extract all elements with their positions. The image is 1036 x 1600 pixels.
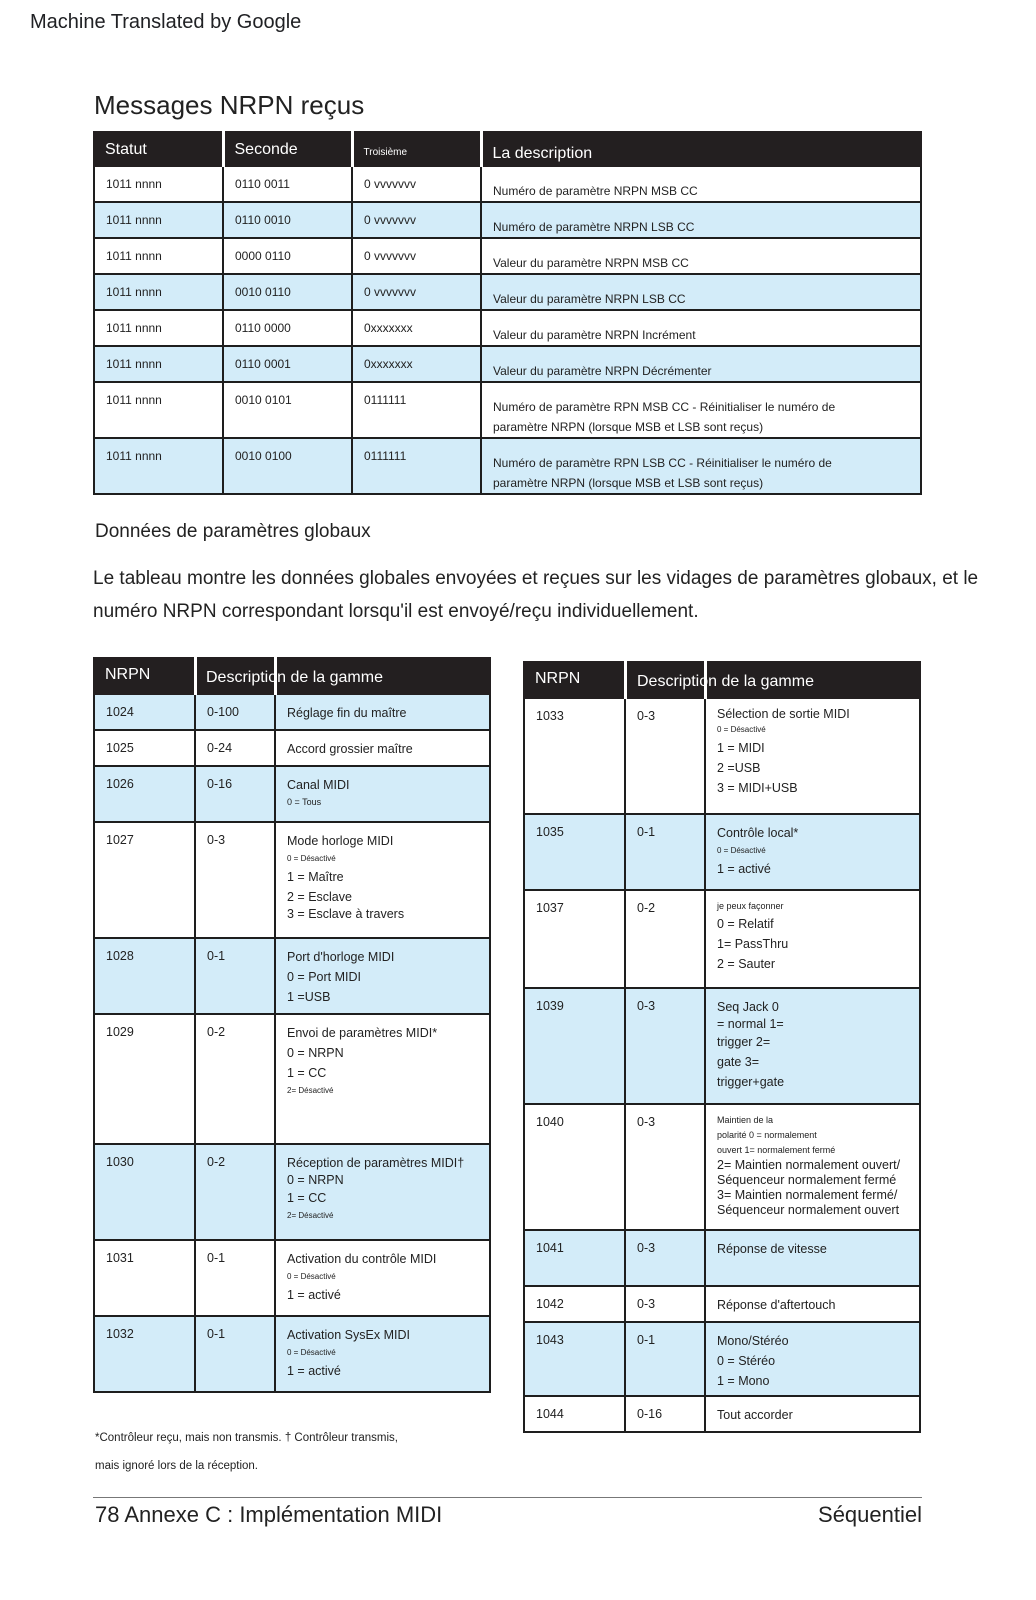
description-cell — [275, 1316, 490, 1392]
nrpn-cell: 1044 — [524, 1396, 625, 1432]
second-byte-cell: 0010 0101 — [223, 382, 352, 438]
global-params-table-left — [93, 657, 491, 1393]
description-line: 0 = Tous — [287, 797, 322, 807]
nrpn-received-table — [93, 131, 922, 495]
description-line: trigger 2= — [717, 1035, 771, 1049]
table-row — [524, 1396, 920, 1432]
nrpn-cell: 1042 — [524, 1286, 625, 1322]
nrpn-cell: 1037 — [524, 890, 625, 988]
range-cell: 0-3 — [625, 698, 705, 814]
table-row — [94, 938, 490, 1014]
table-row — [94, 822, 490, 938]
range-cell: 0-3 — [195, 822, 275, 938]
table-row — [94, 202, 921, 238]
description-cell — [275, 822, 490, 938]
description-line: 0 = Désactivé — [287, 1272, 336, 1281]
description-line: Tout accorder — [717, 1408, 793, 1422]
third-byte-cell: 0111111 — [352, 382, 481, 438]
description-cell — [705, 814, 920, 890]
table-row — [524, 814, 920, 890]
description-line: 2= Désactivé — [287, 1211, 334, 1220]
description-line: 0 = Désactivé — [717, 846, 766, 855]
description-cell — [705, 1230, 920, 1286]
nrpn-cell: 1029 — [94, 1014, 195, 1144]
table-row — [94, 730, 490, 766]
description-line: Valeur du paramètre NRPN Décrémenter — [493, 364, 712, 378]
description-line: Port d'horloge MIDI — [287, 950, 395, 964]
table-row — [94, 766, 490, 822]
status-cell: 1011 nnnn — [94, 382, 223, 438]
description-line: 3 = MIDI+USB — [717, 781, 798, 795]
description-line: 2 = Esclave — [287, 890, 352, 904]
table-row — [94, 1144, 490, 1240]
description-line: Mono/Stéréo — [717, 1334, 789, 1348]
header-second: Seconde — [223, 132, 352, 166]
description-cell — [275, 1240, 490, 1316]
description-line: 0 = Relatif — [717, 917, 774, 931]
header-description-right: Description de la gamme — [637, 673, 814, 690]
description-line: Séquenceur normalement fermé — [717, 1173, 897, 1187]
nrpn-cell: 1025 — [94, 730, 195, 766]
table-row — [524, 1286, 920, 1322]
description-cell — [275, 1144, 490, 1240]
description-cell — [481, 310, 921, 346]
second-byte-cell: 0010 0110 — [223, 274, 352, 310]
description-cell — [481, 438, 921, 494]
footnote-line-2: mais ignoré lors de la réception. — [95, 1460, 258, 1472]
description-line: 1 = CC — [287, 1191, 327, 1205]
table-row — [94, 166, 921, 202]
range-cell: 0-3 — [625, 1286, 705, 1322]
table-row — [94, 310, 921, 346]
second-byte-cell: 0110 0010 — [223, 202, 352, 238]
range-cell: 0-3 — [625, 988, 705, 1104]
table-row — [94, 382, 921, 438]
description-line: Maintien de la — [717, 1115, 774, 1125]
range-cell: 0-1 — [625, 1322, 705, 1396]
section-heading: Données de paramètres globaux — [95, 521, 371, 542]
table-row — [94, 346, 921, 382]
description-cell — [275, 1014, 490, 1144]
description-line: Réponse d'aftertouch — [717, 1298, 836, 1312]
range-cell: 0-2 — [195, 1144, 275, 1240]
table-row — [524, 1322, 920, 1396]
description-line: 0 = Désactivé — [287, 854, 336, 863]
nrpn-cell: 1032 — [94, 1316, 195, 1392]
table-row — [94, 274, 921, 310]
nrpn-cell: 1026 — [94, 766, 195, 822]
description-line: Séquenceur normalement ouvert — [717, 1203, 900, 1217]
table-row — [524, 698, 920, 814]
description-line: paramètre NRPN (lorsque MSB et LSB sont reçus) — [493, 476, 764, 490]
description-line: paramètre NRPN (lorsque MSB et LSB sont reçus) — [493, 420, 764, 434]
second-byte-cell: 0010 0100 — [223, 438, 352, 494]
description-cell — [705, 1104, 920, 1230]
nrpn-cell: 1035 — [524, 814, 625, 890]
nrpn-cell: 1043 — [524, 1322, 625, 1396]
second-byte-cell: 0110 0011 — [223, 166, 352, 202]
description-line: 0 = Stéréo — [717, 1354, 776, 1368]
table-row — [524, 890, 920, 988]
third-byte-cell: 0xxxxxxx — [352, 346, 481, 382]
header-nrpn: NRPN — [94, 658, 195, 694]
description-cell — [705, 890, 920, 988]
description-cell — [275, 730, 490, 766]
description-cell — [705, 1286, 920, 1322]
table-row — [94, 438, 921, 494]
range-cell: 0-16 — [195, 766, 275, 822]
description-line: polarité 0 = normalement — [717, 1130, 817, 1140]
description-line: 2= Maintien normalement ouvert/ — [717, 1158, 901, 1172]
description-line: 1 = activé — [287, 1288, 341, 1302]
table-row — [94, 238, 921, 274]
range-cell: 0-24 — [195, 730, 275, 766]
range-cell: 0-1 — [195, 1316, 275, 1392]
description-line: Réponse de vitesse — [717, 1242, 827, 1256]
description-line: gate 3= — [717, 1055, 760, 1069]
description-line: 0 = Désactivé — [287, 1348, 336, 1357]
table-row — [94, 1316, 490, 1392]
nrpn-cell: 1028 — [94, 938, 195, 1014]
description-line: Mode horloge MIDI — [287, 834, 394, 848]
nrpn-cell: 1033 — [524, 698, 625, 814]
description-line: 1 = Mono — [717, 1374, 770, 1388]
third-byte-cell: 0xxxxxxx — [352, 310, 481, 346]
table-row — [94, 694, 490, 730]
intro-paragraph: Le tableau montre les données globales envoyées et reçues sur les vidages de paramètres globaux, et le numéro NRPN correspondant lorsqu'il est envoyé/reçu individuellement. — [93, 568, 979, 622]
description-line: 3 = Esclave à travers — [287, 907, 405, 921]
description-line: Numéro de paramètre NRPN LSB CC — [493, 220, 695, 234]
description-line: = normal 1= — [717, 1017, 784, 1031]
description-line: Activation du contrôle MIDI — [287, 1252, 437, 1266]
description-line: trigger+gate — [717, 1075, 785, 1089]
description-cell — [705, 1396, 920, 1432]
third-byte-cell: 0111111 — [352, 438, 481, 494]
range-cell: 0-3 — [625, 1230, 705, 1286]
description-line: Sélection de sortie MIDI — [717, 707, 850, 721]
nrpn-cell: 1024 — [94, 694, 195, 730]
table-row — [524, 1104, 920, 1230]
description-line: Numéro de paramètre NRPN MSB CC — [493, 184, 698, 198]
description-cell — [481, 346, 921, 382]
third-byte-cell: 0 vvvvvvv — [352, 238, 481, 274]
table-row — [94, 1014, 490, 1144]
table-row — [524, 1230, 920, 1286]
description-line: Numéro de paramètre RPN LSB CC - Réinitialiser le numéro de — [493, 456, 832, 470]
description-line: Activation SysEx MIDI — [287, 1328, 410, 1342]
range-cell: 0-1 — [625, 814, 705, 890]
description-line: 2 =USB — [717, 761, 761, 775]
description-line: je peux façonner — [717, 901, 784, 911]
global-params-table-right — [523, 661, 921, 1433]
third-byte-cell: 0 vvvvvvv — [352, 274, 481, 310]
description-line: 0 = Désactivé — [717, 725, 766, 734]
table-row — [524, 988, 920, 1104]
description-line: 2= Désactivé — [287, 1086, 334, 1095]
translation-banner: Machine Translated by Google — [30, 11, 302, 33]
description-line: Valeur du paramètre NRPN Incrément — [493, 328, 696, 342]
description-line: Réception de paramètres MIDI† — [287, 1156, 465, 1170]
header-nrpn: NRPN — [524, 662, 625, 698]
header-third: Troisième — [352, 132, 481, 166]
second-byte-cell: 0000 0110 — [223, 238, 352, 274]
description-cell — [481, 238, 921, 274]
nrpn-cell: 1030 — [94, 1144, 195, 1240]
range-cell: 0-2 — [625, 890, 705, 988]
footer-brand: Séquentiel — [818, 1502, 922, 1527]
range-cell: 0-1 — [195, 938, 275, 1014]
range-cell: 0-2 — [195, 1014, 275, 1144]
status-cell: 1011 nnnn — [94, 438, 223, 494]
header-description: La description — [481, 132, 921, 166]
description-line: 1 = activé — [287, 1364, 341, 1378]
nrpn-cell: 1031 — [94, 1240, 195, 1316]
status-cell: 1011 nnnn — [94, 274, 223, 310]
third-byte-cell: 0 vvvvvvv — [352, 166, 481, 202]
description-line: Seq Jack 0 — [717, 1000, 779, 1014]
description-line: Numéro de paramètre RPN MSB CC - Réinitialiser le numéro de — [493, 400, 836, 414]
description-line: 1= PassThru — [717, 937, 789, 951]
footer-page-label: 78 Annexe C : Implémentation MIDI — [95, 1502, 443, 1527]
description-cell — [481, 382, 921, 438]
status-cell: 1011 nnnn — [94, 238, 223, 274]
header-status: Statut — [94, 132, 223, 166]
footnote-line-1: *Contrôleur reçu, mais non transmis. † Contrôleur transmis, — [95, 1432, 398, 1444]
footer-rule — [93, 1497, 922, 1498]
description-cell — [705, 1322, 920, 1396]
description-cell — [275, 766, 490, 822]
description-line: Valeur du paramètre NRPN MSB CC — [493, 256, 689, 270]
status-cell: 1011 nnnn — [94, 166, 223, 202]
description-cell — [481, 202, 921, 238]
nrpn-cell: 1040 — [524, 1104, 625, 1230]
description-line: Accord grossier maître — [287, 742, 413, 756]
description-line: 1 = CC — [287, 1066, 327, 1080]
status-cell: 1011 nnnn — [94, 202, 223, 238]
nrpn-cell: 1027 — [94, 822, 195, 938]
description-line: Envoi de paramètres MIDI* — [287, 1026, 438, 1040]
description-line: 0 = Port MIDI — [287, 970, 361, 984]
description-line: 1 = MIDI — [717, 741, 765, 755]
description-cell — [481, 166, 921, 202]
description-cell — [705, 698, 920, 814]
range-cell: 0-3 — [625, 1104, 705, 1230]
description-line: 0 = NRPN — [287, 1173, 344, 1187]
description-cell — [275, 938, 490, 1014]
description-line: ouvert 1= normalement fermé — [717, 1145, 836, 1155]
description-line: 1 =USB — [287, 990, 331, 1004]
header-description-left: Description de la gamme — [206, 669, 383, 686]
description-line: Réglage fin du maître — [287, 706, 407, 720]
description-line: 3= Maintien normalement fermé/ — [717, 1188, 898, 1202]
status-cell: 1011 nnnn — [94, 346, 223, 382]
status-cell: 1011 nnnn — [94, 310, 223, 346]
nrpn-cell: 1039 — [524, 988, 625, 1104]
range-cell: 0-100 — [195, 694, 275, 730]
description-cell — [705, 988, 920, 1104]
description-cell — [481, 274, 921, 310]
description-line: Canal MIDI — [287, 778, 350, 792]
description-line: Contrôle local* — [717, 826, 799, 840]
description-line: 0 = NRPN — [287, 1046, 344, 1060]
table-row — [94, 1240, 490, 1316]
description-line: 1 = activé — [717, 862, 771, 876]
third-byte-cell: 0 vvvvvvv — [352, 202, 481, 238]
second-byte-cell: 0110 0001 — [223, 346, 352, 382]
description-line: Valeur du paramètre NRPN LSB CC — [493, 292, 686, 306]
range-cell: 0-1 — [195, 1240, 275, 1316]
page-title: Messages NRPN reçus — [94, 90, 365, 120]
nrpn-cell: 1041 — [524, 1230, 625, 1286]
description-line: 1 = Maître — [287, 870, 344, 884]
second-byte-cell: 0110 0000 — [223, 310, 352, 346]
description-cell — [275, 694, 490, 730]
description-line: 2 = Sauter — [717, 957, 776, 971]
range-cell: 0-16 — [625, 1396, 705, 1432]
